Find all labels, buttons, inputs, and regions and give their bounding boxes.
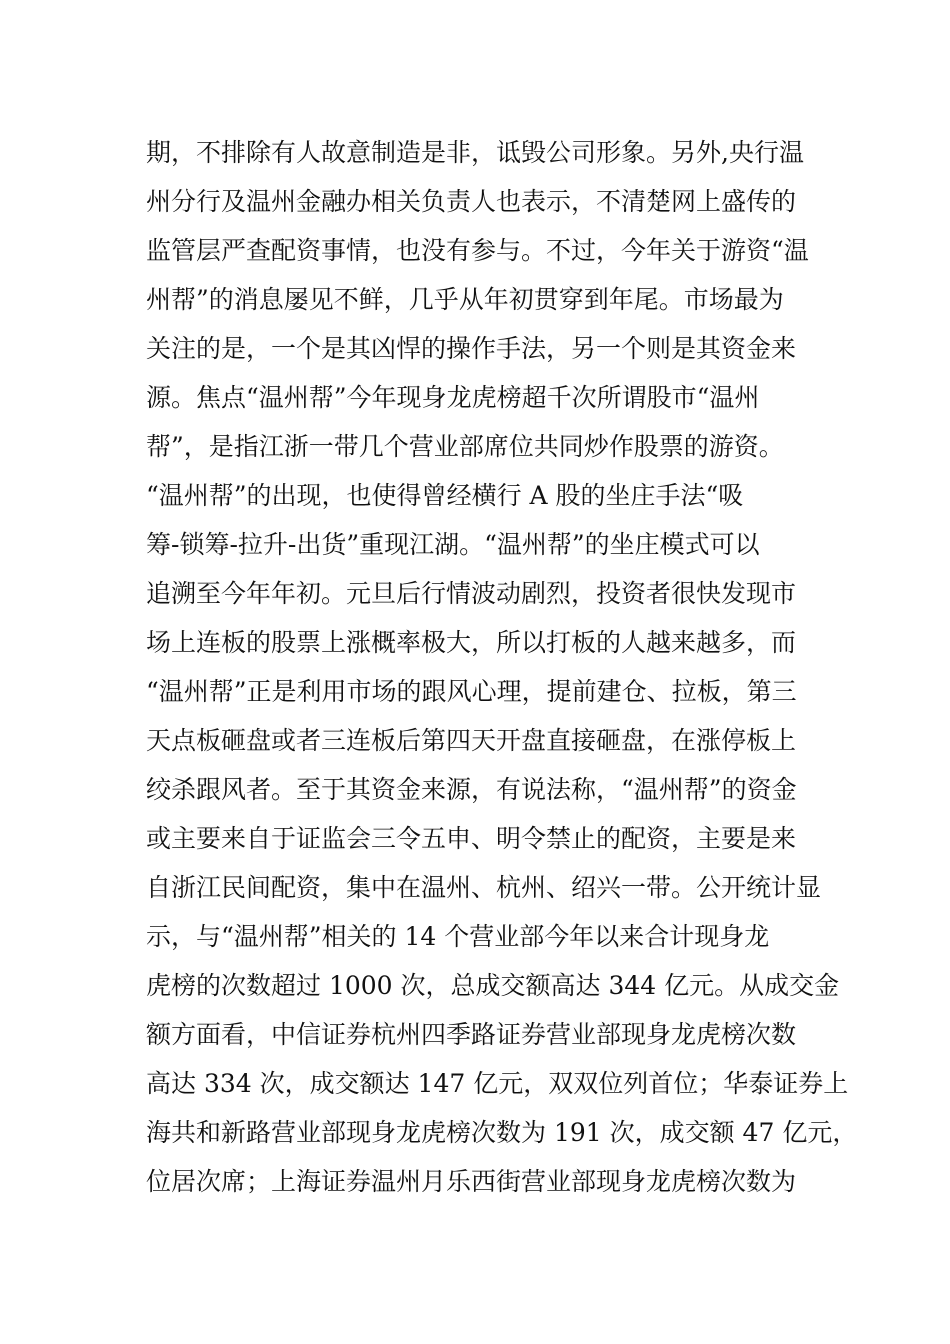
text-line: 绞杀跟风者。至于其资金来源，有说法称，“温州帮”的资金: [146, 775, 797, 804]
text-line: 高达 334 次，成交额达 147 亿元，双双位列首位；华泰证券上: [146, 1069, 849, 1098]
text-line: 源。焦点“温州帮”今年现身龙虎榜超千次所谓股市“温州: [146, 383, 760, 412]
text-line: 示，与“温州帮”相关的 14 个营业部今年以来合计现身龙: [146, 922, 770, 951]
text-line: “温州帮”的出现，也使得曾经横行 A 股的坐庄手法“吸: [146, 481, 744, 510]
text-line: 帮”，是指江浙一带几个营业部席位共同炒作股票的游资。: [146, 432, 784, 461]
text-line: 虎榜的次数超过 1000 次，总成交额高达 344 亿元。从成交金: [146, 971, 840, 1000]
text-line: 州帮”的消息屡见不鲜，几乎从年初贯穿到年尾。市场最为: [146, 285, 784, 314]
text-line: 追溯至今年年初。元旦后行情波动剧烈，投资者很快发现市: [146, 579, 797, 608]
text-line: 期，不排除有人故意制造是非，诋毁公司形象。另外,央行温: [146, 138, 804, 167]
text-line: 天点板砸盘或者三连板后第四天开盘直接砸盘，在涨停板上: [146, 726, 797, 755]
text-line: 额方面看，中信证券杭州四季路证券营业部现身龙虎榜次数: [146, 1020, 797, 1049]
text-line: 海共和新路营业部现身龙虎榜次数为 191 次，成交额 47 亿元，: [146, 1118, 858, 1147]
text-line: 州分行及温州金融办相关负责人也表示，不清楚网上盛传的: [146, 187, 797, 216]
text-line: 位居次席；上海证券温州月乐西街营业部现身龙虎榜次数为: [146, 1167, 797, 1196]
text-line: “温州帮”正是利用市场的跟风心理，提前建仓、拉板，第三: [146, 677, 797, 706]
text-line: 筹-锁筹-拉升-出货”重现江湖。“温州帮”的坐庄模式可以: [146, 530, 760, 559]
text-line: 或主要来自于证监会三令五申、明令禁止的配资，主要是来: [146, 824, 797, 853]
body-text: [146, 128, 858, 1206]
text-line: 关注的是，一个是其凶悍的操作手法，另一个则是其资金来: [146, 334, 797, 363]
text-line: 监管层严查配资事情，也没有参与。不过，今年关于游资“温: [146, 236, 809, 265]
text-line: 自浙江民间配资，集中在温州、杭州、绍兴一带。公开统计显: [146, 873, 822, 902]
text-line: 场上连板的股票上涨概率极大，所以打板的人越来越多，而: [146, 628, 797, 657]
